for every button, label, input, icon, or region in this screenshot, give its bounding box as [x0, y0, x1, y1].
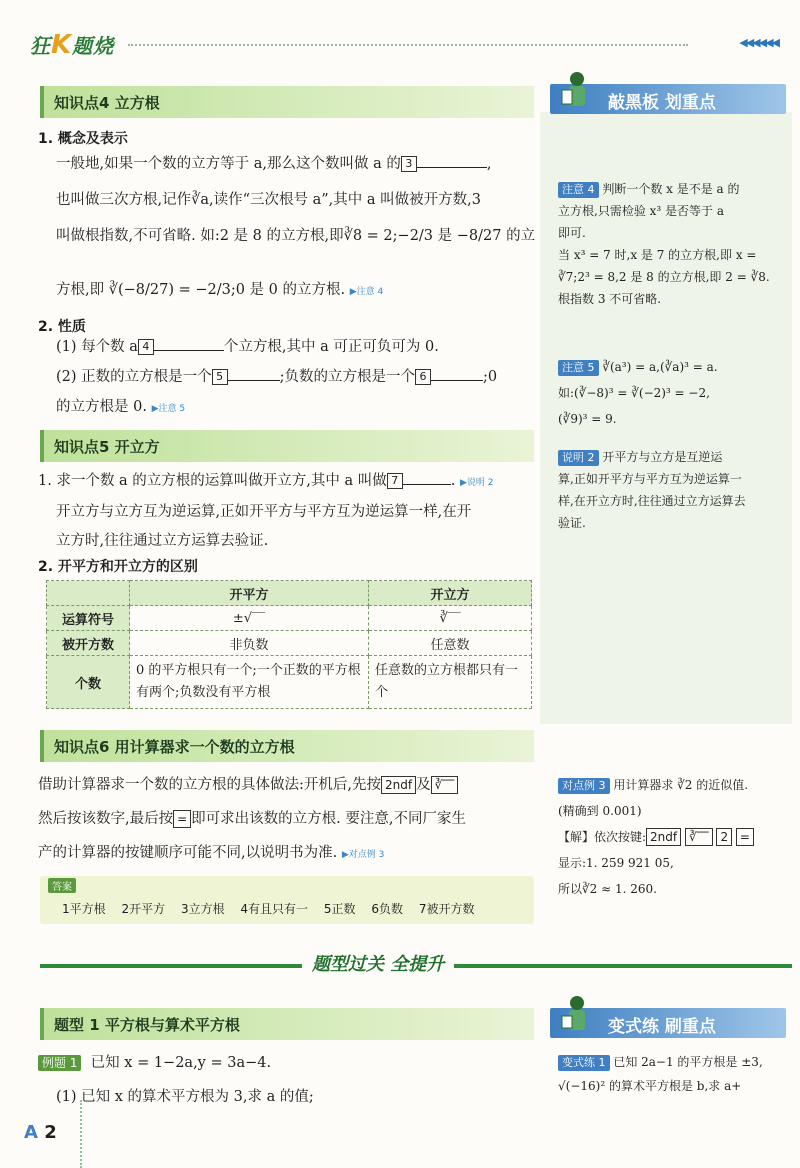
section5-subheading-2: 2. 开平方和开立方的区别 — [38, 559, 198, 575]
side-example-3: 对点例 3 用计算器求 ∛2 的近似值. (精确到 0.001) 【解】依次按键: 2ndf ∛‾‾ 2 = 显示:1. 259 921 05, 所以∛2 ≈ 1. 260. — [558, 772, 786, 902]
blank-number: 5 — [212, 369, 228, 385]
section4-subheading-1: 1. 概念及表示 — [38, 131, 128, 147]
section5-text: 1. 求一个数 a 的立方根的运算叫做开立方,其中 a 叫做 7 . ▶说明 2 开立方与立方互为逆运算,正如开平方与平方互为逆运算一样,在开 立方时,往往通过立方运算去验证. — [38, 466, 536, 556]
type-title-1: 题型 1 平方根与算术平方根 — [40, 1008, 534, 1040]
key-cube-root: ∛‾‾ — [431, 776, 459, 794]
note-tag: 注意 4 — [558, 182, 599, 198]
answer-item: 2开平方 — [121, 902, 166, 916]
answer-blank[interactable] — [154, 332, 224, 351]
blank-number: 6 — [415, 369, 431, 385]
blank-number: 4 — [138, 339, 154, 355]
table-header: 开立方 — [369, 581, 532, 606]
teacher-figure-icon — [560, 70, 594, 110]
header-arrows-icon: ◀◀◀◀◀◀ — [739, 36, 778, 49]
answers-label: 答案 — [48, 878, 76, 893]
answers-box — [40, 876, 534, 924]
key-equals: = — [736, 828, 754, 846]
answer-item: 7被开方数 — [418, 902, 475, 916]
answer-blank[interactable] — [431, 362, 483, 381]
header-dotted-line — [128, 44, 688, 46]
side-banner-1: 敲黑板 划重点 — [550, 84, 786, 114]
answer-item: 1平方根 — [62, 902, 106, 916]
section4-subheading-2: 2. 性质 — [38, 319, 86, 335]
section-title-6: 知识点6 用计算器求一个数的立方根 — [40, 730, 534, 762]
table-row — [47, 606, 532, 631]
blank-number: 3 — [401, 156, 417, 172]
answer-blank[interactable] — [403, 466, 451, 485]
page-header — [30, 30, 790, 58]
divider-title: 题型过关 全提升 — [302, 950, 454, 976]
table-cell: 被开方数 — [47, 631, 130, 656]
side-explanation-2: 说明 2 开平方与立方是互逆运 算,正如开平方与平方互为逆运算一 样,在开立方时,往往通过立方运算去 验证. — [558, 450, 746, 530]
answer-blank[interactable] — [417, 149, 487, 168]
answers-list — [62, 900, 486, 917]
comparison-table — [46, 580, 532, 709]
section-title-4: 知识点4 立方根 — [40, 86, 534, 118]
note-tag: 说明 2 — [558, 450, 599, 466]
note-link[interactable]: ▶注意 4 — [349, 287, 384, 297]
key-digit: 2 — [716, 828, 732, 846]
table-header-row — [47, 581, 532, 606]
section-title-5: 知识点5 开立方 — [40, 430, 534, 462]
table-header: 开平方 — [130, 581, 369, 606]
table-header — [47, 581, 130, 606]
section4-properties: (1) 每个数 a 4 个立方根,其中 a 可正可负可为 0. (2) 正数的立方根是一个 5 ;负数的立方根是一个 6 ;0 的立方根是 0. ▶注意 5 — [56, 332, 536, 424]
table-cell: ±√‾‾ — [130, 606, 369, 631]
example-1: 例题 1 已知 x = 1−2a,y = 3a−4. (1) 已知 x 的算术平方根为 3,求 a 的值; — [38, 1046, 536, 1114]
side-note-5: 注意 5 ∛(a³) = a,(∛a)³ = a. 如:(∛−8)³ = ∛(−2)³ = −2, (∛9)³ = 9. — [558, 360, 718, 426]
side-banner-2: 变式练 刷重点 — [550, 1008, 786, 1038]
table-cell: 0 的平方根只有一个;一个正数的平方根有两个;负数没有平方根 — [130, 656, 369, 709]
student-figure-icon — [560, 994, 594, 1034]
table-row — [47, 631, 532, 656]
table-cell: 非负数 — [130, 631, 369, 656]
key-2ndf: 2ndf — [381, 776, 416, 794]
key-cube-root: ∛‾‾ — [685, 828, 713, 846]
note-link[interactable]: ▶对点例 3 — [341, 850, 385, 860]
table-cell: ∛‾‾ — [369, 606, 532, 631]
table-cell: 个数 — [47, 656, 130, 709]
key-equals: = — [173, 810, 191, 828]
answer-item: 5正数 — [323, 902, 356, 916]
section4-text: 一般地,如果一个数的立方等于 a,那么这个数叫做 a 的 3 , 也叫做三次方根,记作∛a,读作“三次根号 a”,其中 a 叫做被开方数,3 叫做根指数,不可省略. 如:2 是 8 的立方根,即∛8 = 2;−2/3 是 −8/27 的立 方根,即 ∛(−8/27) = −2/3;0 是 0 的立方根. ▶注意 4 — [56, 146, 536, 310]
side-variant-1: 变式练 1 已知 2a−1 的平方根是 ±3, √(−16)² 的算术平方根是 b,求 a+ — [558, 1055, 763, 1093]
page-a-icon: A — [24, 1122, 38, 1143]
brand-logo: 狂K题烧 — [30, 30, 115, 60]
note-link[interactable]: ▶说明 2 — [460, 478, 494, 488]
blank-number: 7 — [387, 473, 403, 489]
answer-item: 6负数 — [371, 902, 403, 916]
table-cell: 运算符号 — [47, 606, 130, 631]
answer-blank[interactable] — [228, 362, 280, 381]
table-row — [47, 656, 532, 709]
side-note-4: 注意 4 判断一个数 x 是不是 a 的 立方根,只需检验 x³ 是否等于 a 即可. 当 x³ = 7 时,x 是 7 的立方根,即 x = ∛7;2³ = 8,2 是 8 的立方根,即 2 = ∛8. 根指数 3 不可省略. — [558, 182, 770, 306]
answer-item: 3立方根 — [180, 902, 225, 916]
answer-item: 4有且只有一 — [240, 902, 309, 916]
note-tag: 对点例 3 — [558, 778, 610, 794]
example-tag: 例题 1 — [38, 1055, 81, 1071]
table-cell: 任意数 — [369, 631, 532, 656]
section6-text: 借助计算器求一个数的立方根的具体做法:开机后,先按 2ndf 及 ∛‾‾ 然后按该数字,最后按 = 即可求出该数的立方根. 要注意,不同厂家生 产的计算器的按键顺序可能不同,以说明书为准. ▶对点例 3 — [38, 777, 466, 861]
key-2ndf: 2ndf — [646, 828, 681, 846]
page-number: A 2 — [24, 1122, 57, 1143]
note-tag: 注意 5 — [558, 360, 599, 376]
table-cell: 任意数的立方根都只有一个 — [369, 656, 532, 709]
note-tag: 变式练 1 — [558, 1055, 610, 1071]
note-link[interactable]: ▶注意 5 — [151, 404, 186, 414]
